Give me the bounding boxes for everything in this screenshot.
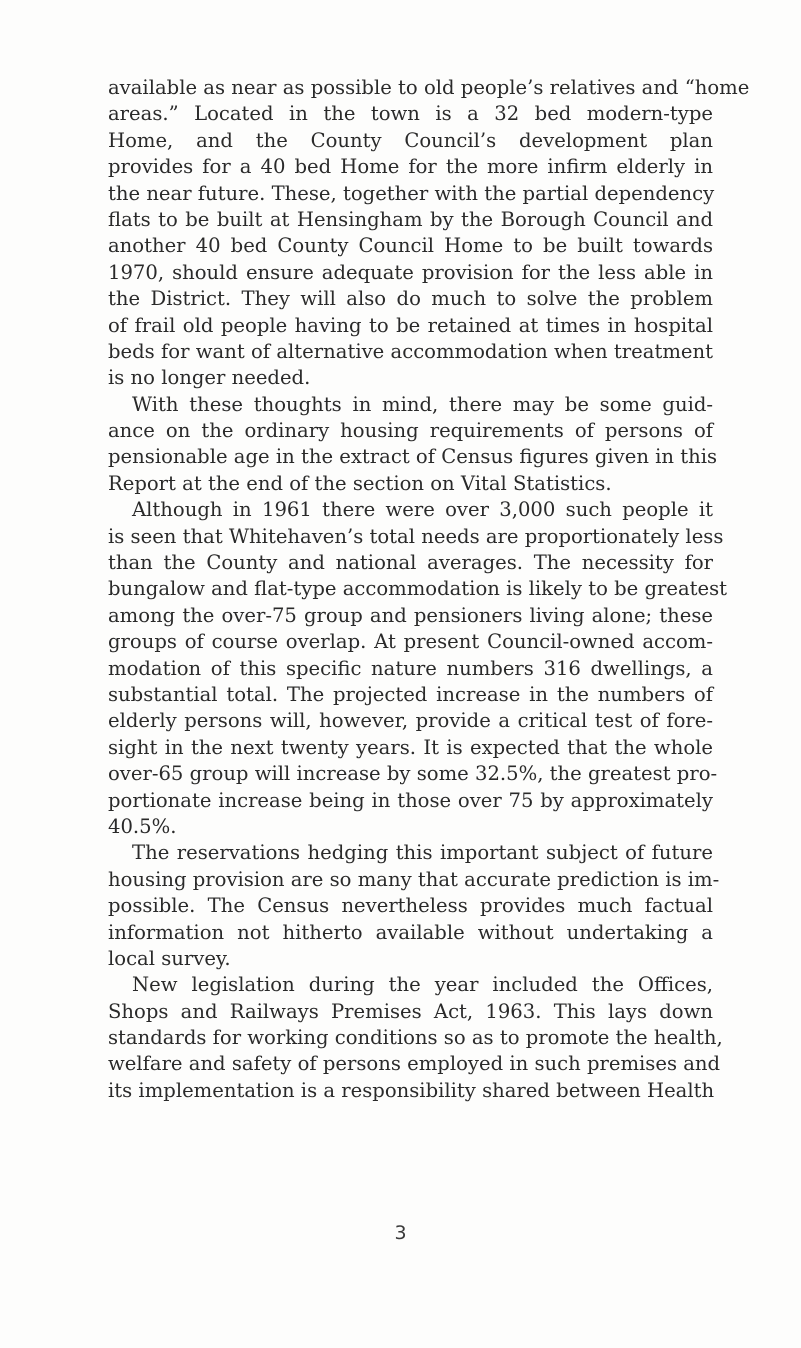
text-line: available as near as possible to old people’s relatives and “home [108, 76, 750, 99]
text-line: standards for working conditions so as to promote the health, [108, 1026, 723, 1050]
text-line: the near future. These, together with the partial dependency [108, 181, 715, 205]
text-line: the District. They will also do much to solve the problem [108, 287, 713, 311]
text-line: local survey. [108, 946, 231, 970]
text-line: beds for want of alternative accommodation when treatment [108, 339, 713, 363]
text-line: provides for a 40 bed Home for the more infirm elderly in [108, 155, 713, 179]
text-line: is seen that Whitehaven’s total needs are proportionately less [108, 524, 724, 548]
text-line: pensionable age in the extract of Census figures given in this [108, 445, 718, 469]
text-line: of frail old people having to be retained at times in hospital [108, 313, 713, 337]
text-line: among the over-75 group and pensioners living alone; these [108, 603, 713, 627]
paragraph-new-legislation [108, 972, 723, 1104]
paragraph-census-1961 [108, 497, 728, 840]
text-line: over-65 group will increase by some 32.5%, the greatest pro- [108, 762, 718, 786]
text-line: The reservations hedging this important subject of future [132, 841, 713, 865]
text-line: New legislation during the year included the Offices, [132, 973, 713, 997]
text-line: With these thoughts in mind, there may be some guid- [132, 392, 713, 416]
text-line: information not hitherto available without undertaking a [108, 920, 713, 944]
text-line: is no longer needed. [108, 366, 311, 390]
text-line: 1970, should ensure adequate provision for the less able in [108, 260, 713, 284]
text-line: flats to be built at Hensingham by the Borough Council and [108, 207, 713, 231]
paragraph-reservations [108, 840, 720, 972]
text-line: bungalow and flat-type accommodation is likely to be greatest [108, 577, 728, 601]
text-line: than the County and national averages. The necessity for [108, 551, 713, 575]
text-line: ance on the ordinary housing requirements of persons of [108, 419, 713, 443]
text-line: portionate increase being in those over 75 by approximately [108, 788, 713, 812]
page-number: 3 [394, 1222, 407, 1244]
text-line: Report at the end of the section on Vital Statistics. [108, 471, 612, 495]
body-text [108, 75, 750, 1104]
text-line: groups of course overlap. At present Council-owned accom- [108, 630, 713, 654]
text-line: another 40 bed County Council Home to be built towards [108, 234, 713, 258]
text-line: sight in the next twenty years. It is expected that the whole [108, 735, 713, 759]
text-line: housing provision are so many that accurate prediction is im- [108, 867, 720, 891]
paragraph-housing-guidance [108, 392, 718, 498]
text-line: Home, and the County Council’s development plan [108, 128, 713, 152]
text-line: 40.5%. [108, 814, 177, 838]
text-line: elderly persons will, however, provide a critical test of fore- [108, 709, 713, 733]
text-line: Shops and Railways Premises Act, 1963. This lays down [108, 999, 713, 1023]
paragraph-home-provision [108, 75, 750, 392]
text-line: Although in 1961 there were over 3,000 such people it [132, 498, 713, 522]
text-line: its implementation is a responsibility shared between Health [108, 1078, 715, 1102]
text-line: welfare and safety of persons employed in such premises and [108, 1052, 721, 1076]
text-line: substantial total. The projected increase in the numbers of [108, 682, 713, 706]
text-line: areas.” Located in the town is a 32 bed modern-type [108, 102, 713, 126]
text-line: modation of this specific nature numbers 316 dwellings, a [108, 656, 713, 680]
text-line: possible. The Census nevertheless provides much factual [108, 894, 713, 918]
